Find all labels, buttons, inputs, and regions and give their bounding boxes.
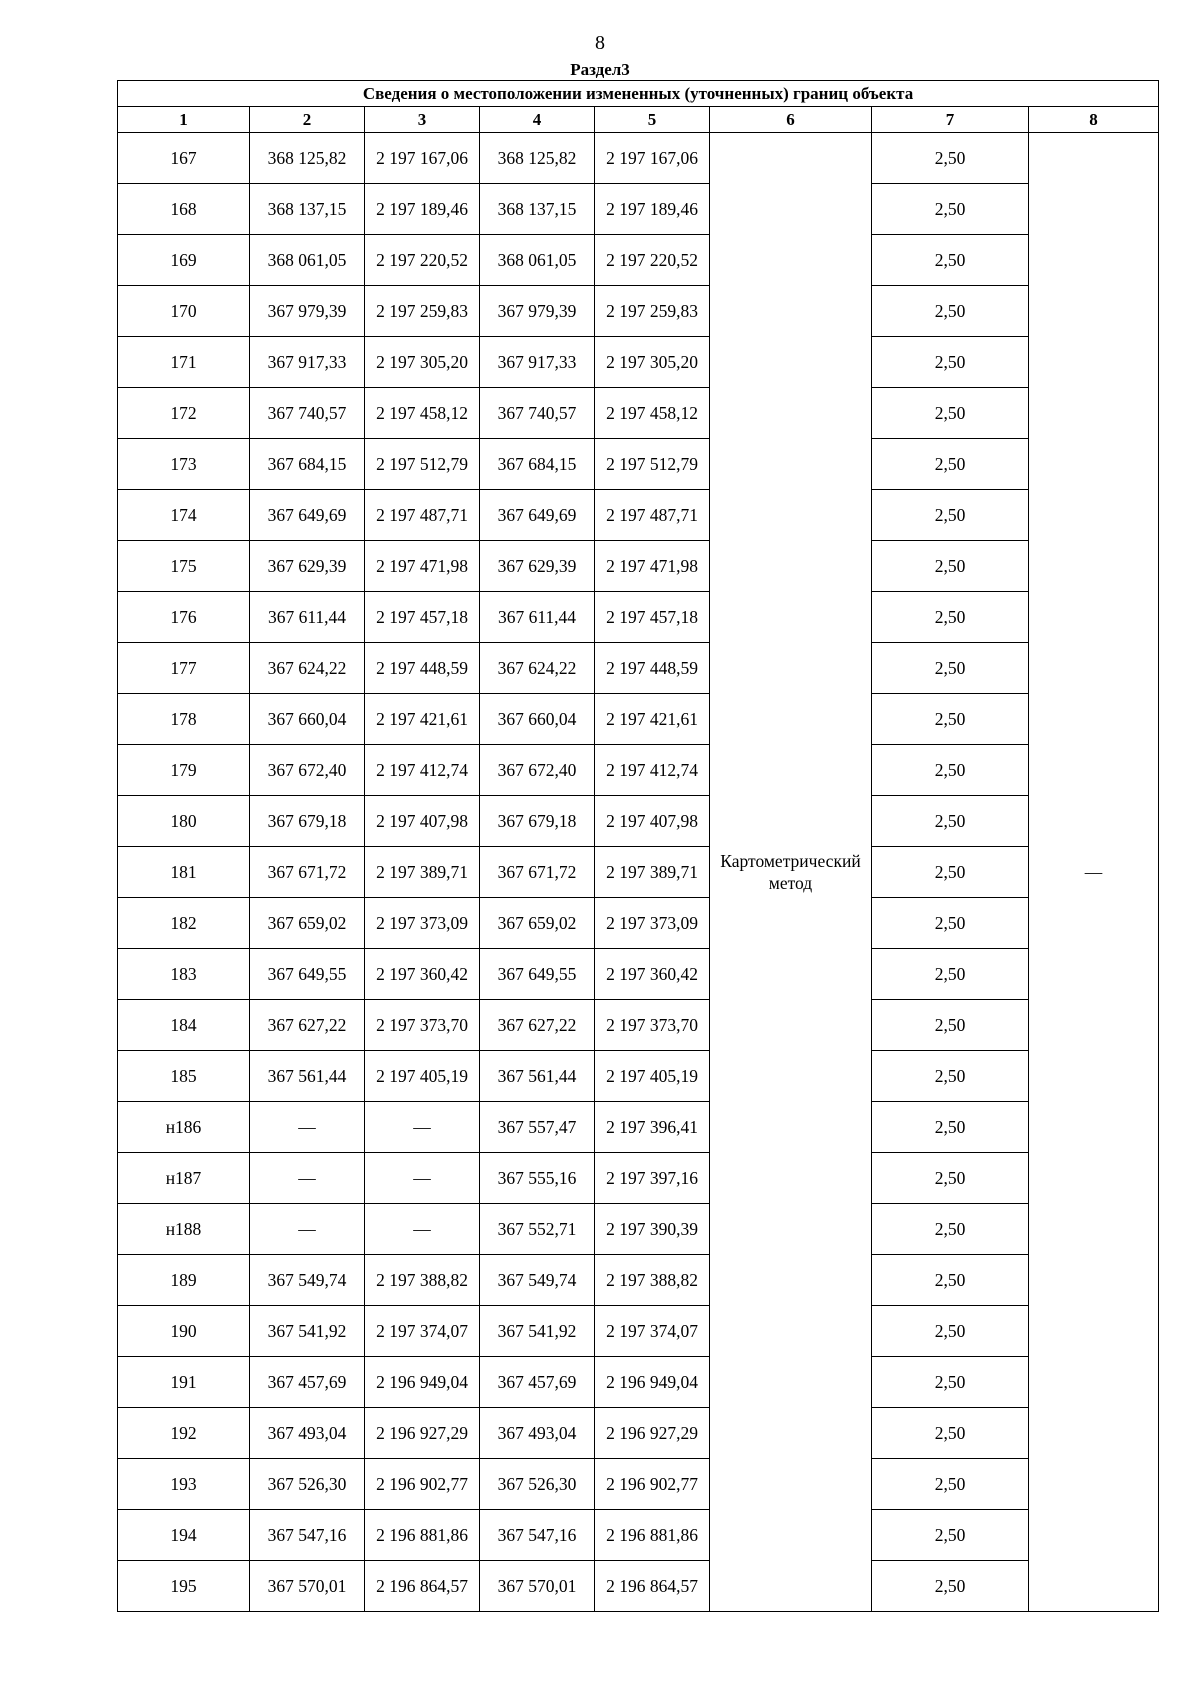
table-row [118, 235, 1159, 286]
old-x-cell: 367 549,74 [250, 1255, 365, 1306]
table-row [118, 439, 1159, 490]
old-x-cell: 367 547,16 [250, 1510, 365, 1561]
old-x-cell: 367 627,22 [250, 1000, 365, 1051]
accuracy-cell: 2,50 [872, 235, 1029, 286]
old-y-cell: 2 197 305,20 [365, 337, 480, 388]
new-y-cell: 2 197 457,18 [595, 592, 710, 643]
new-x-cell: 367 457,69 [480, 1357, 595, 1408]
old-y-cell: 2 196 864,57 [365, 1561, 480, 1612]
table-row [118, 1510, 1159, 1561]
old-x-cell: 367 570,01 [250, 1561, 365, 1612]
old-y-cell: 2 197 388,82 [365, 1255, 480, 1306]
new-x-cell: 367 526,30 [480, 1459, 595, 1510]
point-id-cell: 167 [118, 133, 250, 184]
new-x-cell: 367 684,15 [480, 439, 595, 490]
table-row [118, 898, 1159, 949]
point-id-cell: 170 [118, 286, 250, 337]
new-x-cell: 367 627,22 [480, 1000, 595, 1051]
new-x-cell: 367 493,04 [480, 1408, 595, 1459]
table-row [118, 1408, 1159, 1459]
old-y-cell: 2 197 448,59 [365, 643, 480, 694]
table-row [118, 949, 1159, 1000]
accuracy-cell: 2,50 [872, 541, 1029, 592]
new-y-cell: 2 197 189,46 [595, 184, 710, 235]
old-y-cell: 2 197 374,07 [365, 1306, 480, 1357]
old-x-cell: 367 493,04 [250, 1408, 365, 1459]
table-row [118, 1102, 1159, 1153]
method-cell: Картометрический метод [710, 133, 872, 1612]
new-y-cell: 2 197 259,83 [595, 286, 710, 337]
new-y-cell: 2 197 487,71 [595, 490, 710, 541]
table-row [118, 541, 1159, 592]
point-id-cell: 191 [118, 1357, 250, 1408]
new-x-cell: 368 061,05 [480, 235, 595, 286]
column-number: 7 [872, 107, 1029, 133]
accuracy-cell: 2,50 [872, 337, 1029, 388]
old-y-cell: 2 196 949,04 [365, 1357, 480, 1408]
old-y-cell: 2 197 360,42 [365, 949, 480, 1000]
old-x-cell: 368 137,15 [250, 184, 365, 235]
point-id-cell: 194 [118, 1510, 250, 1561]
point-id-cell: н188 [118, 1204, 250, 1255]
table-row [118, 1051, 1159, 1102]
new-x-cell: 367 740,57 [480, 388, 595, 439]
new-x-cell: 367 541,92 [480, 1306, 595, 1357]
new-y-cell: 2 197 396,41 [595, 1102, 710, 1153]
point-id-cell: 180 [118, 796, 250, 847]
old-y-cell: 2 197 421,61 [365, 694, 480, 745]
table-row [118, 388, 1159, 439]
column-number: 3 [365, 107, 480, 133]
new-x-cell: 367 570,01 [480, 1561, 595, 1612]
column-number: 6 [710, 107, 872, 133]
point-id-cell: 176 [118, 592, 250, 643]
new-y-cell: 2 197 405,19 [595, 1051, 710, 1102]
column-number: 8 [1029, 107, 1159, 133]
accuracy-cell: 2,50 [872, 1102, 1029, 1153]
new-y-cell: 2 197 360,42 [595, 949, 710, 1000]
new-y-cell: 2 197 448,59 [595, 643, 710, 694]
table-body [118, 133, 1159, 1612]
old-y-cell: 2 196 927,29 [365, 1408, 480, 1459]
new-y-cell: 2 197 373,70 [595, 1000, 710, 1051]
old-y-cell: 2 197 373,09 [365, 898, 480, 949]
point-id-cell: 189 [118, 1255, 250, 1306]
old-y-cell: 2 197 220,52 [365, 235, 480, 286]
table-row [118, 1357, 1159, 1408]
old-y-cell: — [365, 1102, 480, 1153]
column-number: 1 [118, 107, 250, 133]
point-id-cell: 168 [118, 184, 250, 235]
old-y-cell: 2 197 189,46 [365, 184, 480, 235]
accuracy-cell: 2,50 [872, 286, 1029, 337]
accuracy-cell: 2,50 [872, 1510, 1029, 1561]
new-y-cell: 2 197 458,12 [595, 388, 710, 439]
old-x-cell: 367 679,18 [250, 796, 365, 847]
point-id-cell: 172 [118, 388, 250, 439]
table-row [118, 1459, 1159, 1510]
column8-cell: — [1029, 133, 1159, 1612]
old-x-cell: 367 917,33 [250, 337, 365, 388]
old-y-cell: 2 197 405,19 [365, 1051, 480, 1102]
column-number: 4 [480, 107, 595, 133]
accuracy-cell: 2,50 [872, 847, 1029, 898]
old-x-cell: 367 526,30 [250, 1459, 365, 1510]
new-y-cell: 2 197 397,16 [595, 1153, 710, 1204]
coordinates-table [117, 80, 1159, 1612]
old-y-cell: 2 196 902,77 [365, 1459, 480, 1510]
accuracy-cell: 2,50 [872, 949, 1029, 1000]
column-number: 2 [250, 107, 365, 133]
old-y-cell: 2 197 458,12 [365, 388, 480, 439]
accuracy-cell: 2,50 [872, 1051, 1029, 1102]
new-y-cell: 2 197 167,06 [595, 133, 710, 184]
new-y-cell: 2 197 220,52 [595, 235, 710, 286]
accuracy-cell: 2,50 [872, 1357, 1029, 1408]
old-y-cell: 2 197 259,83 [365, 286, 480, 337]
section-title: Раздел3 [570, 60, 630, 79]
old-x-cell: — [250, 1102, 365, 1153]
point-id-cell: 193 [118, 1459, 250, 1510]
column-number-row [118, 107, 1159, 133]
table-row [118, 592, 1159, 643]
new-x-cell: 367 659,02 [480, 898, 595, 949]
table-row [118, 847, 1159, 898]
table-row [118, 745, 1159, 796]
table-row [118, 1306, 1159, 1357]
new-y-cell: 2 197 412,74 [595, 745, 710, 796]
accuracy-cell: 2,50 [872, 796, 1029, 847]
accuracy-cell: 2,50 [872, 1561, 1029, 1612]
table-row [118, 286, 1159, 337]
point-id-cell: 192 [118, 1408, 250, 1459]
table-row [118, 643, 1159, 694]
old-y-cell: 2 197 167,06 [365, 133, 480, 184]
new-x-cell: 367 649,69 [480, 490, 595, 541]
old-x-cell: — [250, 1204, 365, 1255]
new-x-cell: 367 979,39 [480, 286, 595, 337]
accuracy-cell: 2,50 [872, 1408, 1029, 1459]
old-x-cell: 367 740,57 [250, 388, 365, 439]
point-id-cell: 183 [118, 949, 250, 1000]
old-x-cell: 367 684,15 [250, 439, 365, 490]
table-row [118, 1561, 1159, 1612]
new-x-cell: 367 611,44 [480, 592, 595, 643]
old-y-cell: — [365, 1204, 480, 1255]
old-x-cell: 367 660,04 [250, 694, 365, 745]
table-caption: Сведения о местоположении измененных (уточненных) границ объекта [118, 81, 1159, 107]
accuracy-cell: 2,50 [872, 490, 1029, 541]
point-id-cell: н187 [118, 1153, 250, 1204]
point-id-cell: 178 [118, 694, 250, 745]
old-y-cell: 2 197 407,98 [365, 796, 480, 847]
accuracy-cell: 2,50 [872, 745, 1029, 796]
accuracy-cell: 2,50 [872, 1153, 1029, 1204]
old-y-cell: 2 197 389,71 [365, 847, 480, 898]
new-x-cell: 367 549,74 [480, 1255, 595, 1306]
new-y-cell: 2 197 305,20 [595, 337, 710, 388]
old-x-cell: 367 979,39 [250, 286, 365, 337]
column-number: 5 [595, 107, 710, 133]
old-x-cell: 367 561,44 [250, 1051, 365, 1102]
table-row [118, 337, 1159, 388]
new-x-cell: 367 917,33 [480, 337, 595, 388]
old-x-cell: 367 541,92 [250, 1306, 365, 1357]
accuracy-cell: 2,50 [872, 592, 1029, 643]
table-row [118, 184, 1159, 235]
old-x-cell: 367 659,02 [250, 898, 365, 949]
new-y-cell: 2 196 927,29 [595, 1408, 710, 1459]
point-id-cell: 171 [118, 337, 250, 388]
point-id-cell: 195 [118, 1561, 250, 1612]
table-row [118, 1153, 1159, 1204]
old-y-cell: 2 197 471,98 [365, 541, 480, 592]
old-x-cell: 368 061,05 [250, 235, 365, 286]
new-y-cell: 2 197 512,79 [595, 439, 710, 490]
point-id-cell: 174 [118, 490, 250, 541]
old-y-cell: 2 197 487,71 [365, 490, 480, 541]
accuracy-cell: 2,50 [872, 1000, 1029, 1051]
old-x-cell: — [250, 1153, 365, 1204]
new-x-cell: 368 137,15 [480, 184, 595, 235]
old-x-cell: 367 649,69 [250, 490, 365, 541]
accuracy-cell: 2,50 [872, 694, 1029, 745]
accuracy-cell: 2,50 [872, 184, 1029, 235]
new-x-cell: 367 671,72 [480, 847, 595, 898]
new-y-cell: 2 197 390,39 [595, 1204, 710, 1255]
new-y-cell: 2 197 374,07 [595, 1306, 710, 1357]
table-row [118, 1204, 1159, 1255]
new-y-cell: 2 196 949,04 [595, 1357, 710, 1408]
new-x-cell: 367 660,04 [480, 694, 595, 745]
old-x-cell: 367 624,22 [250, 643, 365, 694]
accuracy-cell: 2,50 [872, 388, 1029, 439]
point-id-cell: н186 [118, 1102, 250, 1153]
new-x-cell: 367 552,71 [480, 1204, 595, 1255]
new-y-cell: 2 197 373,09 [595, 898, 710, 949]
page-number: 8 [595, 32, 605, 54]
old-x-cell: 367 671,72 [250, 847, 365, 898]
table-row [118, 796, 1159, 847]
new-y-cell: 2 196 902,77 [595, 1459, 710, 1510]
new-x-cell: 367 672,40 [480, 745, 595, 796]
new-y-cell: 2 197 407,98 [595, 796, 710, 847]
new-y-cell: 2 197 471,98 [595, 541, 710, 592]
old-y-cell: 2 197 412,74 [365, 745, 480, 796]
old-y-cell: 2 197 457,18 [365, 592, 480, 643]
new-x-cell: 367 555,16 [480, 1153, 595, 1204]
new-x-cell: 367 547,16 [480, 1510, 595, 1561]
accuracy-cell: 2,50 [872, 898, 1029, 949]
point-id-cell: 177 [118, 643, 250, 694]
old-x-cell: 368 125,82 [250, 133, 365, 184]
old-y-cell: — [365, 1153, 480, 1204]
accuracy-cell: 2,50 [872, 1255, 1029, 1306]
new-x-cell: 367 629,39 [480, 541, 595, 592]
new-x-cell: 367 561,44 [480, 1051, 595, 1102]
old-y-cell: 2 196 881,86 [365, 1510, 480, 1561]
point-id-cell: 181 [118, 847, 250, 898]
new-y-cell: 2 197 389,71 [595, 847, 710, 898]
new-y-cell: 2 197 388,82 [595, 1255, 710, 1306]
new-x-cell: 367 624,22 [480, 643, 595, 694]
old-x-cell: 367 672,40 [250, 745, 365, 796]
old-x-cell: 367 611,44 [250, 592, 365, 643]
new-y-cell: 2 197 421,61 [595, 694, 710, 745]
accuracy-cell: 2,50 [872, 1306, 1029, 1357]
accuracy-cell: 2,50 [872, 1204, 1029, 1255]
new-x-cell: 367 557,47 [480, 1102, 595, 1153]
point-id-cell: 169 [118, 235, 250, 286]
new-y-cell: 2 196 864,57 [595, 1561, 710, 1612]
accuracy-cell: 2,50 [872, 1459, 1029, 1510]
point-id-cell: 185 [118, 1051, 250, 1102]
accuracy-cell: 2,50 [872, 643, 1029, 694]
new-x-cell: 367 679,18 [480, 796, 595, 847]
old-x-cell: 367 629,39 [250, 541, 365, 592]
new-x-cell: 367 649,55 [480, 949, 595, 1000]
point-id-cell: 184 [118, 1000, 250, 1051]
old-y-cell: 2 197 373,70 [365, 1000, 480, 1051]
table-row [118, 694, 1159, 745]
table-row [118, 1255, 1159, 1306]
table-row [118, 133, 1159, 184]
accuracy-cell: 2,50 [872, 133, 1029, 184]
table-row [118, 1000, 1159, 1051]
new-y-cell: 2 196 881,86 [595, 1510, 710, 1561]
point-id-cell: 190 [118, 1306, 250, 1357]
old-x-cell: 367 649,55 [250, 949, 365, 1000]
accuracy-cell: 2,50 [872, 439, 1029, 490]
point-id-cell: 179 [118, 745, 250, 796]
old-y-cell: 2 197 512,79 [365, 439, 480, 490]
point-id-cell: 173 [118, 439, 250, 490]
point-id-cell: 182 [118, 898, 250, 949]
old-x-cell: 367 457,69 [250, 1357, 365, 1408]
new-x-cell: 368 125,82 [480, 133, 595, 184]
table-row [118, 490, 1159, 541]
point-id-cell: 175 [118, 541, 250, 592]
